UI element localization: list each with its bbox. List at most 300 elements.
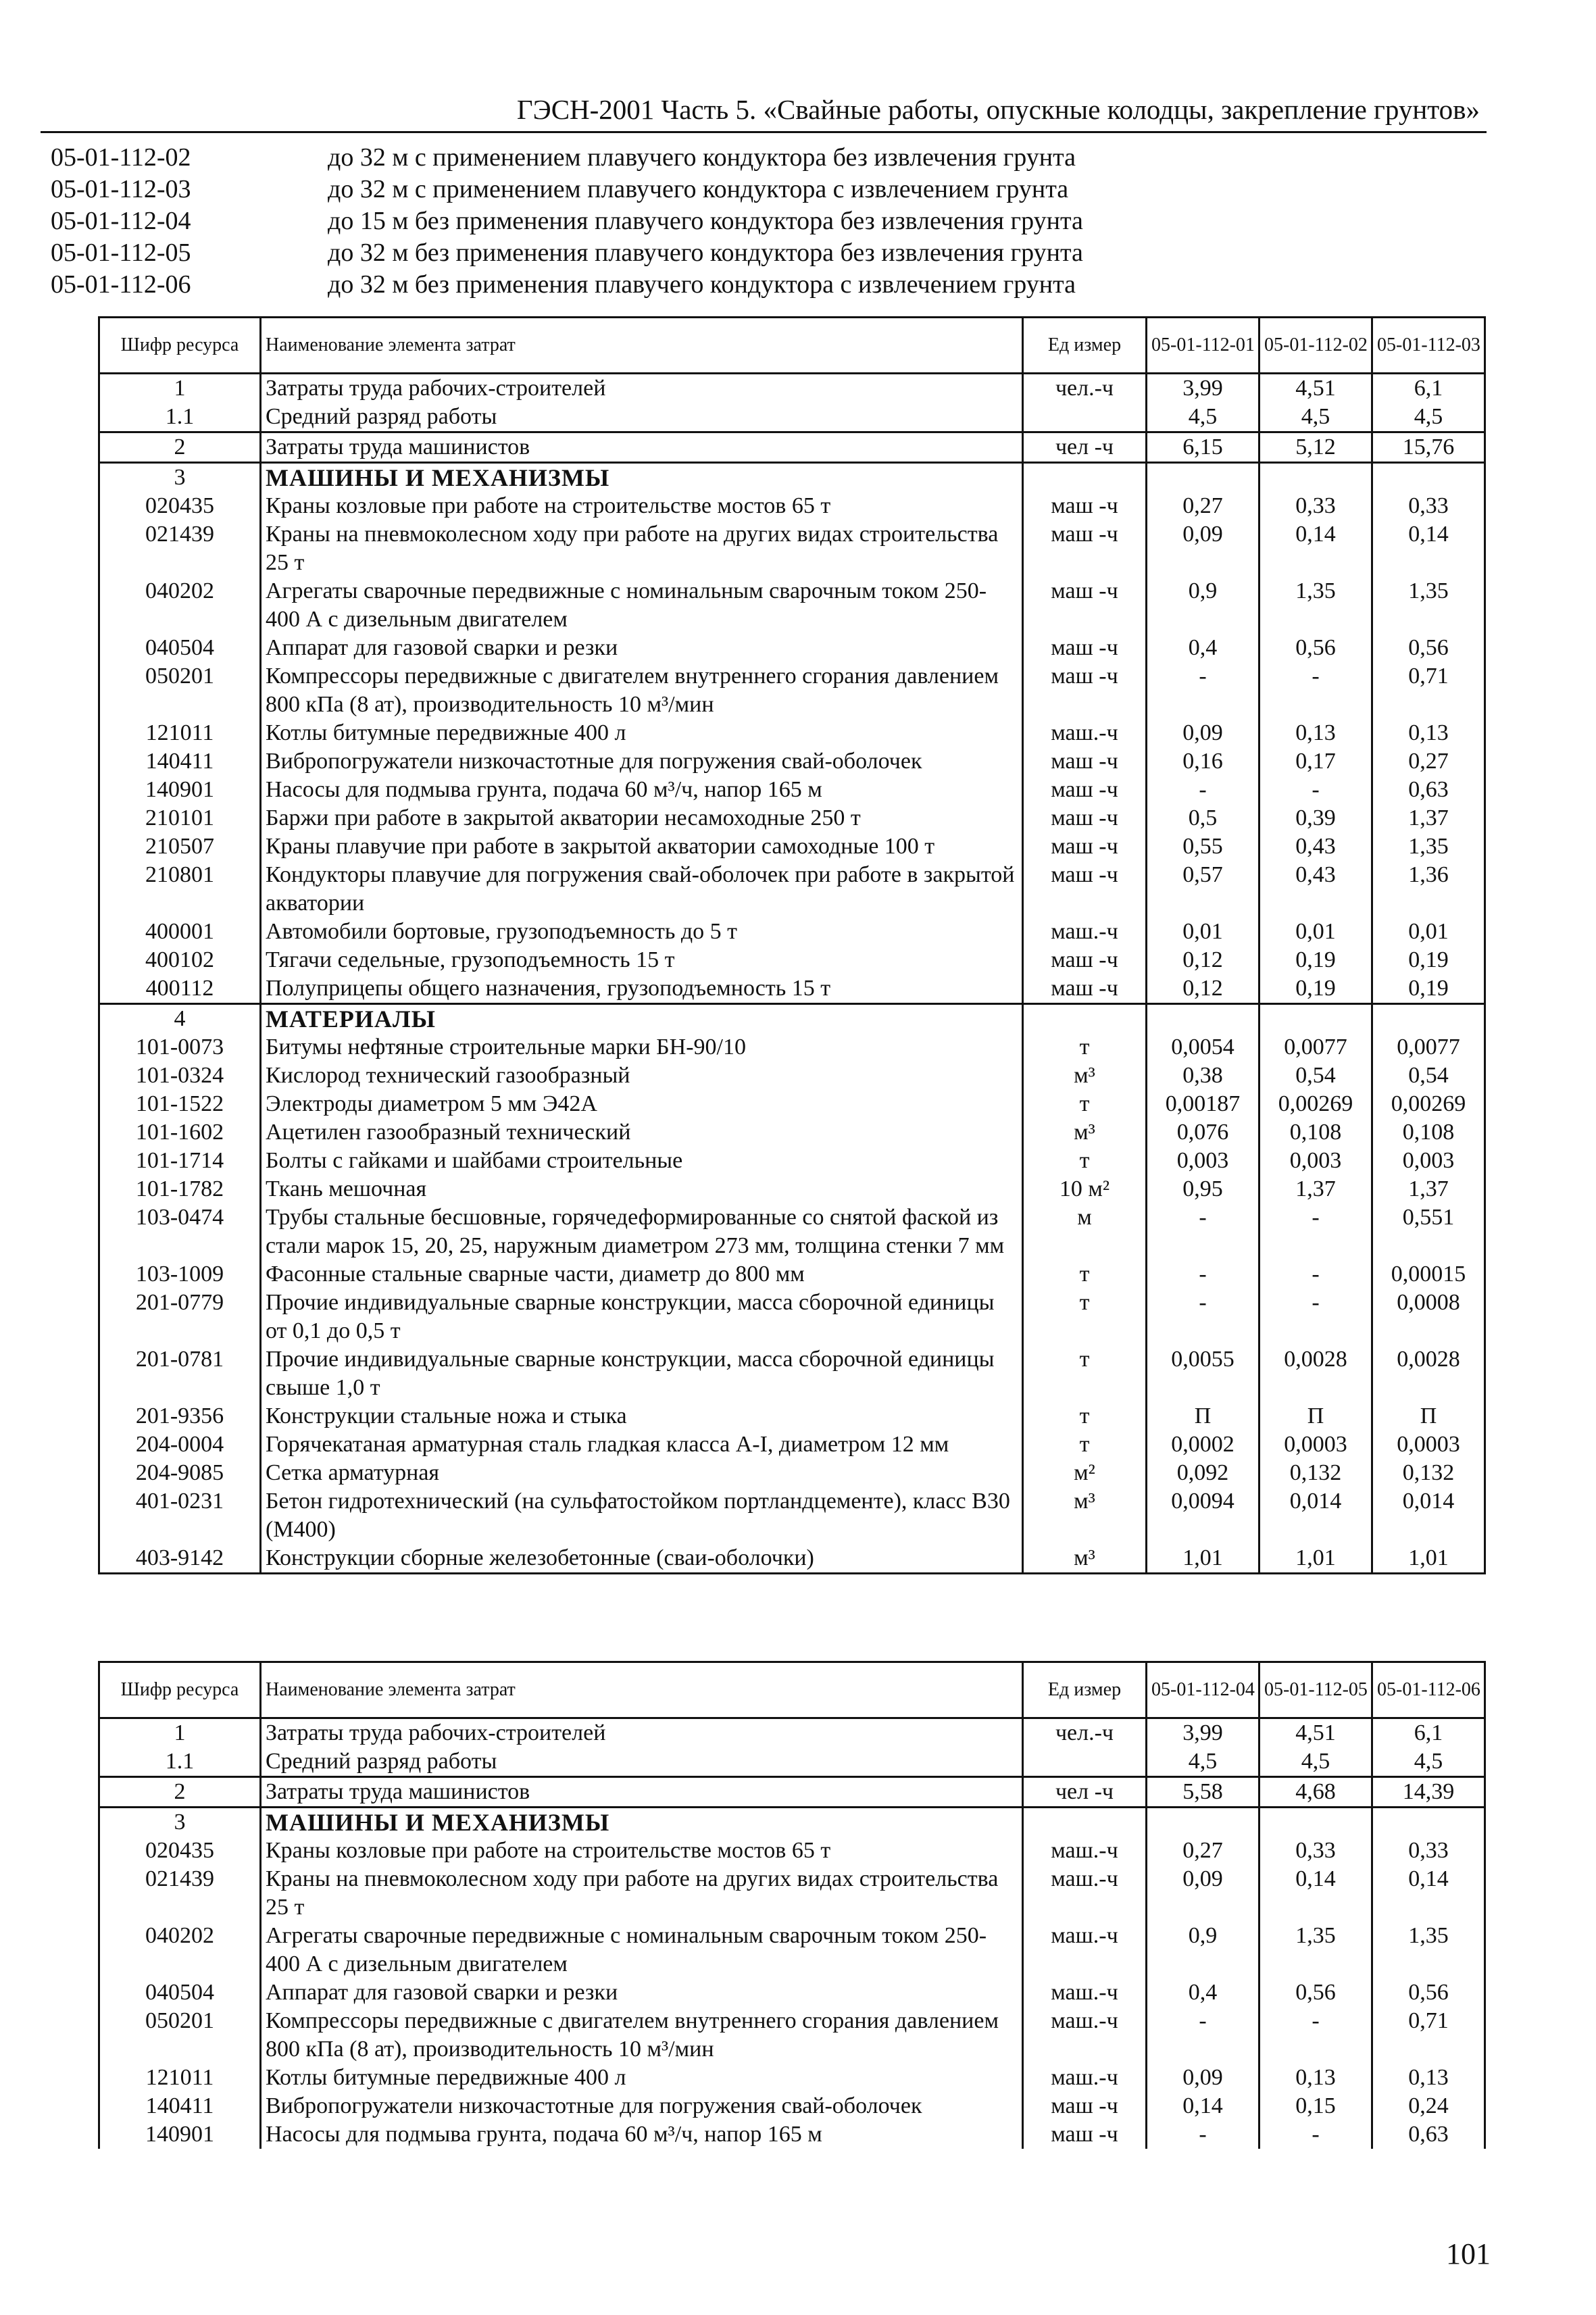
intro-text: до 32 м без применения плавучего кондуктора с извлечением грунта: [328, 270, 1076, 299]
norm-value: 5,12: [1260, 432, 1372, 463]
norm-value: 1,35: [1372, 577, 1485, 634]
norm-value: 0,71: [1372, 2007, 1485, 2064]
table-row: [99, 1718, 1485, 1748]
norm-value: 1,01: [1372, 1544, 1485, 1574]
resource-code: 140411: [99, 2092, 261, 2120]
section-row: [99, 463, 1485, 493]
norm-value: [1147, 463, 1260, 493]
norm-value: 0,0003: [1260, 1430, 1372, 1459]
table-row: [99, 1459, 1485, 1487]
resource-name: Бетон гидротехнический (на сульфатостойком портландцементе), класс В30 (М400): [261, 1487, 1023, 1544]
table-row: [99, 1544, 1485, 1574]
norm-value: 0,0055: [1147, 1345, 1260, 1402]
unit-cell: [1023, 463, 1147, 493]
norm-value: 1,35: [1260, 577, 1372, 634]
unit-cell: т: [1023, 1402, 1147, 1430]
unit-cell: маш -ч: [1023, 776, 1147, 804]
resource-name: Компрессоры передвижные с двигателем внутреннего сгорания давлением 800 кПа (8 ат), производительность 10 м³/мин: [261, 662, 1023, 719]
norm-value: 1,37: [1372, 1175, 1485, 1203]
norm-value: 4,5: [1147, 1747, 1260, 1777]
norm-value: 4,5: [1147, 403, 1260, 432]
norm-value: -: [1260, 2120, 1372, 2149]
resource-name: Затраты труда рабочих-строителей: [261, 1718, 1023, 1748]
norm-value: 0,33: [1260, 1837, 1372, 1865]
table-row: [99, 974, 1485, 1004]
table-row: [99, 432, 1485, 463]
resource-code: 1: [99, 374, 261, 403]
resource-code: 040504: [99, 634, 261, 662]
norm-value: 0,56: [1260, 1978, 1372, 2007]
norm-value: -: [1260, 1260, 1372, 1289]
norm-value: 1,36: [1372, 861, 1485, 918]
resource-name: Трубы стальные бесшовные, горячедеформированные со снятой фаской из стали марок 15, 20, 25, наружным диаметром 273 мм, толщина стенки 7 мм: [261, 1203, 1023, 1260]
col-header-norm-6: 05-01-112-06: [1372, 1662, 1485, 1718]
norm-value: [1260, 1004, 1372, 1034]
resource-code: 204-0004: [99, 1430, 261, 1459]
norm-value: 0,54: [1372, 1062, 1485, 1090]
norm-value: 0,0008: [1372, 1289, 1485, 1345]
norm-value: -: [1260, 2007, 1372, 2064]
unit-cell: маш -ч: [1023, 520, 1147, 577]
resource-code: 121011: [99, 719, 261, 747]
resource-name: Затраты труда рабочих-строителей: [261, 374, 1023, 403]
intro-code: 05-01-112-03: [51, 175, 191, 203]
norm-value: -: [1260, 1203, 1372, 1260]
resource-code: 210101: [99, 804, 261, 832]
norm-value: 6,1: [1372, 374, 1485, 403]
norm-value: [1372, 463, 1485, 493]
resource-name: Затраты труда машинистов: [261, 432, 1023, 463]
unit-cell: маш.-ч: [1023, 1922, 1147, 1978]
norm-value: [1260, 1808, 1372, 1837]
section-row: [99, 1004, 1485, 1034]
col-header-unit: Ед измер: [1023, 318, 1147, 374]
resource-code: 201-9356: [99, 1402, 261, 1430]
norm-value: П: [1372, 1402, 1485, 1430]
unit-cell: маш -ч: [1023, 832, 1147, 861]
norm-value: 6,1: [1372, 1718, 1485, 1748]
col-header-norm-3: 05-01-112-03: [1372, 318, 1485, 374]
intro-item: [51, 205, 1470, 237]
resource-name: Конструкции сборные железобетонные (сваи-оболочки): [261, 1544, 1023, 1574]
unit-cell: маш -ч: [1023, 974, 1147, 1004]
norm-value: 0,63: [1372, 776, 1485, 804]
resource-name: Вибропогружатели низкочастотные для погружения свай-оболочек: [261, 2092, 1023, 2120]
norm-value: 0,24: [1372, 2092, 1485, 2120]
resource-name: Полуприцепы общего назначения, грузоподъемность 15 т: [261, 974, 1023, 1004]
table-row: [99, 492, 1485, 520]
unit-cell: т: [1023, 1345, 1147, 1402]
norm-value: 0,0002: [1147, 1430, 1260, 1459]
resource-code: 2: [99, 1777, 261, 1808]
intro-item: [51, 237, 1470, 269]
unit-cell: маш.-ч: [1023, 1837, 1147, 1865]
norm-value: 0,17: [1260, 747, 1372, 776]
resource-name: МАШИНЫ И МЕХАНИЗМЫ: [261, 463, 1023, 493]
resource-code: 020435: [99, 492, 261, 520]
table-row: [99, 804, 1485, 832]
unit-cell: т: [1023, 1260, 1147, 1289]
unit-cell: м³: [1023, 1062, 1147, 1090]
resource-code: 400102: [99, 946, 261, 974]
resource-code: 121011: [99, 2064, 261, 2092]
table-row: [99, 1345, 1485, 1402]
norm-value: 0,43: [1260, 832, 1372, 861]
norm-value: [1372, 1004, 1485, 1034]
intro-item: [51, 174, 1470, 205]
unit-cell: маш -ч: [1023, 946, 1147, 974]
norm-value: 0,13: [1260, 2064, 1372, 2092]
unit-cell: чел.-ч: [1023, 1718, 1147, 1748]
resource-code: 1.1: [99, 403, 261, 432]
norm-value: 0,132: [1260, 1459, 1372, 1487]
unit-cell: т: [1023, 1289, 1147, 1345]
norm-value: 0,33: [1260, 492, 1372, 520]
table-row: [99, 1978, 1485, 2007]
resource-name: Кондукторы плавучие для погружения свай-оболочек при работе в закрытой акватории: [261, 861, 1023, 918]
unit-cell: м³: [1023, 1118, 1147, 1147]
unit-cell: м²: [1023, 1459, 1147, 1487]
resource-code: 050201: [99, 2007, 261, 2064]
resource-name: Сетка арматурная: [261, 1459, 1023, 1487]
resource-name: Компрессоры передвижные с двигателем внутреннего сгорания давлением 800 кПа (8 ат), производительность 10 м³/мин: [261, 2007, 1023, 2064]
norm-value: 0,14: [1260, 520, 1372, 577]
norm-value: 4,5: [1372, 1747, 1485, 1777]
norm-value: 0,09: [1147, 520, 1260, 577]
resource-name: Затраты труда машинистов: [261, 1777, 1023, 1808]
norm-value: 0,9: [1147, 577, 1260, 634]
norm-value: 0,003: [1147, 1147, 1260, 1175]
norm-value: 0,33: [1372, 1837, 1485, 1865]
norm-value: 0,00015: [1372, 1260, 1485, 1289]
table-row: [99, 1430, 1485, 1459]
norm-value: 0,27: [1147, 1837, 1260, 1865]
col-header-code: Шифр ресурса: [99, 1662, 261, 1718]
table-row: [99, 2007, 1485, 2064]
unit-cell: т: [1023, 1147, 1147, 1175]
norm-value: 0,56: [1372, 1978, 1485, 2007]
resource-code: 140411: [99, 747, 261, 776]
norm-value: 0,14: [1372, 1865, 1485, 1922]
norm-value: 0,33: [1372, 492, 1485, 520]
resource-code: 050201: [99, 662, 261, 719]
table-row: [99, 520, 1485, 577]
resource-code: 101-0324: [99, 1062, 261, 1090]
intro-list: [51, 142, 1470, 301]
norm-value: 0,13: [1372, 2064, 1485, 2092]
norm-value: 0,43: [1260, 861, 1372, 918]
table-row: [99, 1260, 1485, 1289]
resource-code: 400001: [99, 918, 261, 946]
norm-value: 0,19: [1372, 946, 1485, 974]
unit-cell: чел -ч: [1023, 1777, 1147, 1808]
intro-text: до 32 м с применением плавучего кондуктора с извлечением грунта: [328, 175, 1069, 203]
norm-value: 0,00269: [1260, 1090, 1372, 1118]
table-row: [99, 1747, 1485, 1777]
norm-value: 0,108: [1260, 1118, 1372, 1147]
norm-value: 0,14: [1147, 2092, 1260, 2120]
resource-name: Вибропогружатели низкочастотные для погружения свай-оболочек: [261, 747, 1023, 776]
resource-code: 021439: [99, 1865, 261, 1922]
unit-cell: маш -ч: [1023, 634, 1147, 662]
norm-value: 4,5: [1260, 403, 1372, 432]
resource-name: Средний разряд работы: [261, 1747, 1023, 1777]
unit-cell: маш.-ч: [1023, 1978, 1147, 2007]
norm-value: 0,0028: [1260, 1345, 1372, 1402]
table-row: [99, 832, 1485, 861]
norm-value: 1,35: [1372, 832, 1485, 861]
norm-value: 14,39: [1372, 1777, 1485, 1808]
resource-code: 101-1602: [99, 1118, 261, 1147]
table-row: [99, 1402, 1485, 1430]
unit-cell: [1023, 1004, 1147, 1034]
intro-code: 05-01-112-04: [51, 207, 191, 235]
table-row: [99, 1865, 1485, 1922]
intro-text: до 32 м без применения плавучего кондуктора без извлечения грунта: [328, 239, 1083, 267]
norm-value: 0,19: [1260, 946, 1372, 974]
unit-cell: м³: [1023, 1487, 1147, 1544]
norm-value: 1,01: [1147, 1544, 1260, 1574]
norm-value: 0,15: [1260, 2092, 1372, 2120]
table-row: [99, 1062, 1485, 1090]
header-rule: [41, 131, 1487, 133]
resource-code: 204-9085: [99, 1459, 261, 1487]
norm-value: 0,27: [1372, 747, 1485, 776]
norm-value: 0,14: [1372, 520, 1485, 577]
section-row: [99, 1808, 1485, 1837]
table-row: [99, 374, 1485, 403]
intro-text: до 15 м без применения плавучего кондуктора без извлечения грунта: [328, 207, 1083, 235]
norm-value: 0,003: [1260, 1147, 1372, 1175]
norm-value: 3,99: [1147, 1718, 1260, 1748]
table-row: [99, 861, 1485, 918]
norm-value: 15,76: [1372, 432, 1485, 463]
resource-code: 021439: [99, 520, 261, 577]
table-row: [99, 1175, 1485, 1203]
norm-value: 0,003: [1372, 1147, 1485, 1175]
resource-name: Болты с гайками и шайбами строительные: [261, 1147, 1023, 1175]
norm-value: 0,39: [1260, 804, 1372, 832]
resource-code: 140901: [99, 2120, 261, 2149]
col-header-norm-5: 05-01-112-05: [1260, 1662, 1372, 1718]
unit-cell: маш -ч: [1023, 2120, 1147, 2149]
unit-cell: м³: [1023, 1544, 1147, 1574]
resource-code: 401-0231: [99, 1487, 261, 1544]
resource-name: МАШИНЫ И МЕХАНИЗМЫ: [261, 1808, 1023, 1837]
norm-value: 0,9: [1147, 1922, 1260, 1978]
resource-code: 103-0474: [99, 1203, 261, 1260]
unit-cell: [1023, 1747, 1147, 1777]
norm-value: -: [1147, 662, 1260, 719]
norm-value: 0,076: [1147, 1118, 1260, 1147]
resource-name: Тягачи седельные, грузоподъемность 15 т: [261, 946, 1023, 974]
table-row: [99, 577, 1485, 634]
resource-code: 1.1: [99, 1747, 261, 1777]
norm-value: [1147, 1808, 1260, 1837]
resource-name: Котлы битумные передвижные 400 л: [261, 2064, 1023, 2092]
norm-value: 0,0094: [1147, 1487, 1260, 1544]
resource-code: 1: [99, 1718, 261, 1748]
norm-value: 0,14: [1260, 1865, 1372, 1922]
norm-value: -: [1260, 662, 1372, 719]
unit-cell: маш -ч: [1023, 747, 1147, 776]
table-row: [99, 634, 1485, 662]
resource-name: Краны козловые при работе на строительстве мостов 65 т: [261, 492, 1023, 520]
table-row: [99, 1147, 1485, 1175]
resource-code: 403-9142: [99, 1544, 261, 1574]
intro-item: [51, 269, 1470, 301]
intro-code: 05-01-112-05: [51, 239, 191, 267]
resource-code: 400112: [99, 974, 261, 1004]
norm-value: 1,37: [1372, 804, 1485, 832]
resource-code: 3: [99, 1808, 261, 1837]
table-row: [99, 776, 1485, 804]
norm-value: -: [1147, 776, 1260, 804]
table-row: [99, 1922, 1485, 1978]
norm-value: 5,58: [1147, 1777, 1260, 1808]
table-row: [99, 1837, 1485, 1865]
norm-value: П: [1260, 1402, 1372, 1430]
norm-value: 0,0003: [1372, 1430, 1485, 1459]
unit-cell: т: [1023, 1430, 1147, 1459]
norm-value: 0,09: [1147, 2064, 1260, 2092]
table-row: [99, 2092, 1485, 2120]
resource-name: Краны плавучие при работе в закрытой акватории самоходные 100 т: [261, 832, 1023, 861]
norm-value: 0,56: [1372, 634, 1485, 662]
norm-value: 0,09: [1147, 1865, 1260, 1922]
norm-value: 0,12: [1147, 946, 1260, 974]
unit-cell: маш.-ч: [1023, 2064, 1147, 2092]
resource-code: 210801: [99, 861, 261, 918]
norm-value: 0,092: [1147, 1459, 1260, 1487]
unit-cell: маш.-ч: [1023, 2007, 1147, 2064]
resource-code: 040504: [99, 1978, 261, 2007]
resource-name: Битумы нефтяные строительные марки БН-90/10: [261, 1033, 1023, 1062]
resource-code: 040202: [99, 577, 261, 634]
norm-value: 0,014: [1260, 1487, 1372, 1544]
norm-value: 4,68: [1260, 1777, 1372, 1808]
norm-value: 4,51: [1260, 1718, 1372, 1748]
unit-cell: [1023, 403, 1147, 432]
norm-value: 0,108: [1372, 1118, 1485, 1147]
table-row: [99, 1033, 1485, 1062]
resource-code: 103-1009: [99, 1260, 261, 1289]
unit-cell: т: [1023, 1033, 1147, 1062]
resource-code: 4: [99, 1004, 261, 1034]
col-header-norm-1: 05-01-112-01: [1147, 318, 1260, 374]
norm-value: 0,55: [1147, 832, 1260, 861]
resource-code: 201-0779: [99, 1289, 261, 1345]
unit-cell: маш.-ч: [1023, 1865, 1147, 1922]
norm-value: 0,0077: [1372, 1033, 1485, 1062]
norm-value: 0,56: [1260, 634, 1372, 662]
table-row: [99, 662, 1485, 719]
table-row: [99, 1777, 1485, 1808]
norm-value: 0,551: [1372, 1203, 1485, 1260]
resource-name: Ткань мешочная: [261, 1175, 1023, 1203]
resource-name: Автомобили бортовые, грузоподъемность до 5 т: [261, 918, 1023, 946]
resource-name: Котлы битумные передвижные 400 л: [261, 719, 1023, 747]
resource-code: 101-1522: [99, 1090, 261, 1118]
norm-value: 0,19: [1372, 974, 1485, 1004]
resource-code: 101-1782: [99, 1175, 261, 1203]
resource-table-1: [98, 316, 1486, 1574]
norm-value: 6,15: [1147, 432, 1260, 463]
resource-name: Краны на пневмоколесном ходу при работе на других видах строительства 25 т: [261, 1865, 1023, 1922]
table-row: [99, 918, 1485, 946]
resource-code: 101-1714: [99, 1147, 261, 1175]
resource-name: Горячекатаная арматурная сталь гладкая класса А-I, диаметром 12 мм: [261, 1430, 1023, 1459]
resource-name: Аппарат для газовой сварки и резки: [261, 1978, 1023, 2007]
norm-value: 0,09: [1147, 719, 1260, 747]
unit-cell: [1023, 1808, 1147, 1837]
norm-value: 0,13: [1260, 719, 1372, 747]
norm-value: 1,35: [1372, 1922, 1485, 1978]
table-row: [99, 719, 1485, 747]
norm-value: 0,4: [1147, 1978, 1260, 2007]
intro-text: до 32 м с применением плавучего кондуктора без извлечения грунта: [328, 143, 1076, 172]
table-row: [99, 1090, 1485, 1118]
table-row: [99, 1487, 1485, 1544]
norm-value: 0,132: [1372, 1459, 1485, 1487]
norm-value: 0,12: [1147, 974, 1260, 1004]
resource-code: 210507: [99, 832, 261, 861]
col-header-name: Наименование элемента затрат: [261, 1662, 1023, 1718]
col-header-norm-4: 05-01-112-04: [1147, 1662, 1260, 1718]
norm-value: 0,01: [1147, 918, 1260, 946]
norm-value: 0,0054: [1147, 1033, 1260, 1062]
norm-value: -: [1260, 776, 1372, 804]
norm-value: 0,0077: [1260, 1033, 1372, 1062]
table-row: [99, 1118, 1485, 1147]
unit-cell: маш -ч: [1023, 804, 1147, 832]
table-row: [99, 1289, 1485, 1345]
norm-value: 0,01: [1372, 918, 1485, 946]
unit-cell: маш -ч: [1023, 662, 1147, 719]
norm-value: 0,27: [1147, 492, 1260, 520]
norm-value: 1,01: [1260, 1544, 1372, 1574]
norm-value: 0,19: [1260, 974, 1372, 1004]
norm-value: [1260, 463, 1372, 493]
intro-code: 05-01-112-02: [51, 143, 191, 172]
resource-table-2: [98, 1661, 1486, 2149]
norm-value: -: [1147, 1203, 1260, 1260]
table-row: [99, 403, 1485, 432]
resource-name: Кислород технический газообразный: [261, 1062, 1023, 1090]
resource-name: Средний разряд работы: [261, 403, 1023, 432]
resource-code: 3: [99, 463, 261, 493]
unit-cell: маш -ч: [1023, 492, 1147, 520]
table-row: [99, 747, 1485, 776]
table-row: [99, 1203, 1485, 1260]
resource-code: 040202: [99, 1922, 261, 1978]
unit-cell: 10 м²: [1023, 1175, 1147, 1203]
resource-name: Аппарат для газовой сварки и резки: [261, 634, 1023, 662]
norm-value: -: [1147, 1260, 1260, 1289]
norm-value: 0,63: [1372, 2120, 1485, 2149]
unit-cell: маш -ч: [1023, 861, 1147, 918]
norm-value: -: [1147, 1289, 1260, 1345]
norm-value: 4,5: [1372, 403, 1485, 432]
norm-value: 1,37: [1260, 1175, 1372, 1203]
resource-name: Конструкции стальные ножа и стыка: [261, 1402, 1023, 1430]
norm-value: 0,00269: [1372, 1090, 1485, 1118]
norm-value: [1372, 1808, 1485, 1837]
resource-name: Прочие индивидуальные сварные конструкции, масса сборочной единицы от 0,1 до 0,5 т: [261, 1289, 1023, 1345]
resource-name: Прочие индивидуальные сварные конструкции, масса сборочной единицы свыше 1,0 т: [261, 1345, 1023, 1402]
table-row: [99, 2120, 1485, 2149]
norm-value: 4,5: [1260, 1747, 1372, 1777]
